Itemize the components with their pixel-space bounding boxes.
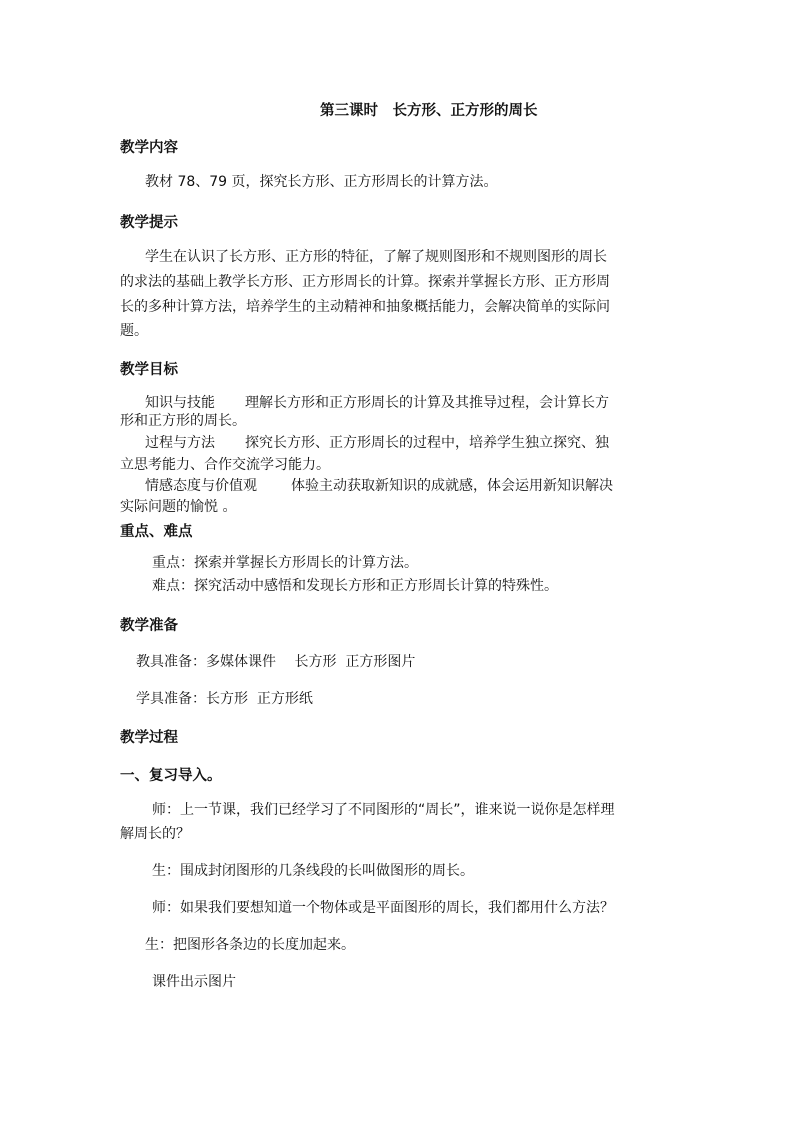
section-heading-content: 教学内容 — [120, 140, 178, 156]
dialogue-line-2: 解周长的？ — [120, 826, 190, 842]
goal-process — [145, 433, 609, 453]
hint-line-1: 学生在认识了长方形、正方形的特征，了解了规则图形和不规则图形的周长 — [145, 249, 607, 265]
dialogue-line-6: 课件出示图片 — [152, 974, 236, 990]
content-text: 教材 78、79 页，探究长方形、正方形周长的计算方法。 — [145, 174, 498, 190]
goal-process-label: 过程与方法 — [145, 435, 215, 451]
section-heading-goals: 教学目标 — [120, 362, 178, 378]
goal-attitude — [145, 476, 613, 496]
goal-knowledge-cont: 形和正方形的周长。 — [120, 413, 246, 429]
dialogue-line-4: 师：如果我们要想知道一个物体或是平面图形的周长，我们都用什么方法？ — [152, 900, 614, 916]
section-heading-preparation: 教学准备 — [120, 618, 178, 634]
page-title: 第三课时 长方形、正方形的周长 — [320, 103, 538, 119]
goal-attitude-text: 体验主动获取新知识的成就感，体会运用新知识解决 — [291, 478, 613, 494]
dialogue-line-5: 生：把图形各条边的长度加起来。 — [145, 937, 355, 953]
hint-line-3: 长的多种计算方法，培养学生的主动精神和抽象概括能力，会解决简单的实际问 — [120, 299, 610, 315]
goal-knowledge-label: 知识与技能 — [145, 395, 215, 411]
goal-knowledge — [145, 393, 609, 413]
key-point: 重点：探索并掌握长方形周长的计算方法。 — [152, 555, 418, 571]
dialogue-line-1: 师：上一节课，我们已经学习了不同图形的“周长”，谁来说一说你是怎样理 — [152, 802, 615, 818]
goal-attitude-cont: 实际问题的愉悦 。 — [120, 499, 237, 515]
dialogue-line-3: 生：围成封闭图形的几条线段的长叫做图形的周长。 — [152, 863, 474, 879]
student-preparation: 学具准备：长方形 正方形纸 — [136, 691, 313, 707]
goal-process-text: 探究长方形、正方形周长的过程中，培养学生独立探究、独 — [245, 435, 609, 451]
goal-attitude-label: 情感态度与价值观 — [145, 478, 257, 494]
hint-line-2: 的求法的基础上教学长方形、正方形周长的计算。探索并掌握长方形、正方形周 — [120, 274, 610, 290]
hint-line-4: 题。 — [120, 323, 148, 339]
section-heading-hint: 教学提示 — [120, 215, 178, 231]
goal-process-cont: 立思考能力、合作交流学习能力。 — [120, 457, 330, 473]
section-heading-keypoints: 重点、难点 — [120, 524, 193, 540]
teacher-preparation: 教具准备：多媒体课件 长方形 正方形图片 — [136, 654, 416, 670]
difficult-point: 难点：探究活动中感悟和发现长方形和正方形周长计算的特殊性。 — [152, 578, 558, 594]
goal-knowledge-text: 理解长方形和正方形周长的计算及其推导过程，会计算长方 — [245, 395, 609, 411]
process-step-1: 一、复习导入。 — [120, 768, 222, 784]
section-heading-process: 教学过程 — [120, 730, 178, 746]
